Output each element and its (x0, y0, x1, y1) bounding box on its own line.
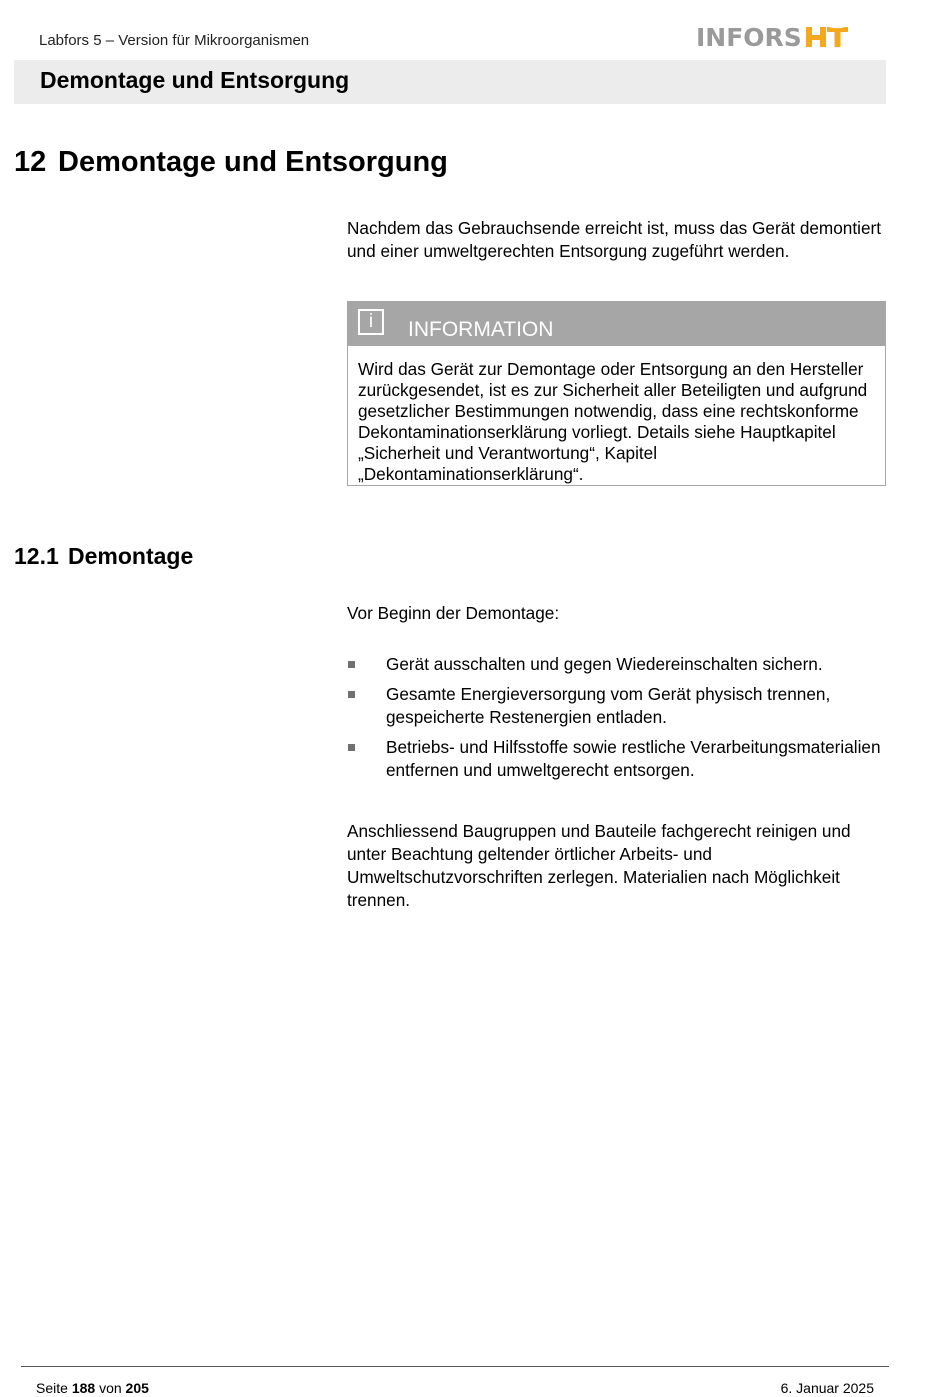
information-box (347, 301, 886, 486)
chapter-number: 12 (14, 146, 47, 178)
information-text: Wird das Gerät zur Demontage oder Entsorgung an den Hersteller zurückgesendet, ist es zur Sicherheit aller Beteiligten und aufgrund gesetzlicher Bestimmungen notwendig, dass eine rechtskonforme Dekontaminationserklärung vorliegt. Details siehe Hauptkapitel „Sicherheit und Verantwortung“, Kapitel „Dekontaminationserklärung“. (358, 359, 868, 484)
section-header-title: Demontage und Entsorgung (40, 67, 350, 93)
chapter-title: Demontage und Entsorgung (58, 146, 448, 178)
list-item-text: Gesamte Energieversorgung vom Gerät physisch trennen, gespeicherte Restenergien entladen. (386, 684, 831, 727)
page-number (36, 1380, 149, 1396)
square-bullet-icon (348, 661, 355, 668)
list-item (347, 683, 892, 729)
section-number: 12.1 (14, 543, 59, 569)
information-box-header (348, 302, 885, 346)
list-item-text: Betriebs- und Hilfsstoffe sowie restliche Verarbeitungsmaterialien entfernen und umweltgerecht entsorgen. (386, 737, 881, 780)
current-page: 188 (71, 1380, 96, 1396)
list-item (347, 736, 892, 782)
ht-logo-mark (806, 25, 848, 49)
section-closing: Anschliessend Baugruppen und Bauteile fachgerecht reinigen und unter Beachtung geltender örtlicher Arbeits- und Umweltschutzvorschriften zerlegen. Materialien nach Möglichkeit trennen. (347, 821, 851, 910)
footer-divider (21, 1366, 889, 1367)
infors-ht-logo (696, 22, 848, 52)
section-heading (14, 543, 193, 570)
square-bullet-icon (348, 744, 355, 751)
logo-wordmark: INFORS (696, 22, 802, 52)
section-lead: Vor Beginn der Demontage: (347, 603, 560, 623)
chapter-intro: Nachdem das Gebrauchsende erreicht ist, muss das Gerät demontiert und einer umweltgerechten Entsorgung zugeführt werden. (347, 218, 882, 261)
list-item (347, 653, 892, 676)
list-item-text: Gerät ausschalten und gegen Wiedereinschalten sichern. (386, 654, 823, 674)
chapter-heading (14, 146, 448, 179)
info-icon: i (358, 309, 384, 335)
information-title: INFORMATION (408, 318, 554, 341)
document-title: Labfors 5 – Version für Mikroorganismen (39, 32, 310, 49)
page-of-label: von (99, 1380, 122, 1396)
section-title: Demontage (68, 543, 194, 569)
square-bullet-icon (348, 691, 355, 698)
document-date: 6. Januar 2025 (780, 1380, 874, 1396)
page-label: Seite (36, 1380, 68, 1396)
total-pages: 205 (125, 1380, 149, 1396)
bullet-list (347, 653, 892, 789)
